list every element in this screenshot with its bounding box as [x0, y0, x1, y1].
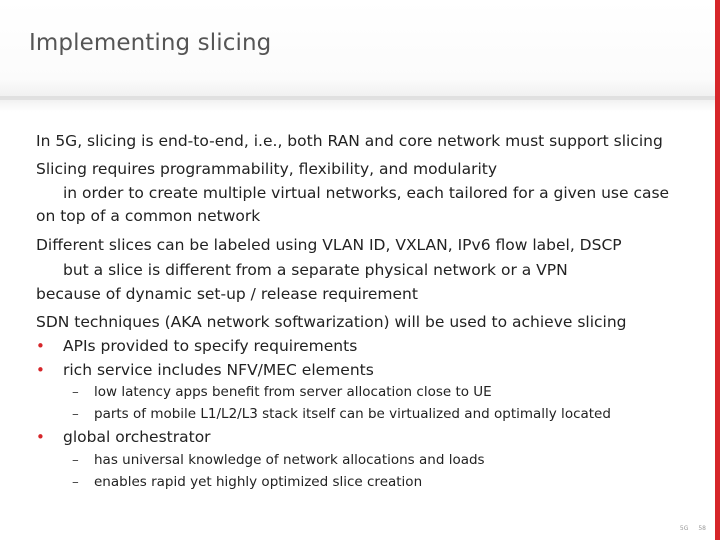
- dash-icon: –: [72, 474, 79, 490]
- dash-icon: –: [72, 452, 79, 468]
- body-line: Different slices can be labeled using VLAN ID, VXLAN, IPv6 flow label, DSCP: [36, 236, 622, 254]
- bullet-item: [36, 360, 374, 380]
- bullet-icon: •: [36, 361, 45, 379]
- sub-bullet-text: parts of mobile L1/L2/L3 stack itself can be virtualized and optimally located: [94, 406, 611, 422]
- bullet-icon: •: [36, 337, 45, 355]
- page-number: 58: [698, 525, 706, 532]
- body-line: because of dynamic set-up / release requirement: [36, 285, 418, 303]
- bullet-item: [36, 336, 357, 356]
- dash-icon: –: [72, 384, 79, 400]
- footer-label: 5G: [679, 525, 689, 532]
- body-line: SDN techniques (AKA network softwarization) will be used to achieve slicing: [36, 313, 627, 331]
- body-line-continuation: but a slice is different from a separate physical network or a VPN: [63, 261, 568, 279]
- sub-bullet-item: [72, 405, 611, 423]
- slide-title: Implementing slicing: [29, 30, 272, 56]
- body-line: Slicing requires programmability, flexibility, and modularity: [36, 160, 498, 178]
- bullet-icon: •: [36, 428, 45, 446]
- bullet-item: [36, 427, 211, 447]
- body-line-continuation: in order to create multiple virtual networks, each tailored for a given use case: [63, 184, 670, 202]
- sub-bullet-item: [72, 383, 492, 401]
- bullet-text: APIs provided to specify requirements: [63, 337, 358, 355]
- bullet-text: rich service includes NFV/MEC elements: [63, 361, 374, 379]
- accent-bar: [715, 0, 720, 540]
- body-line: In 5G, slicing is end-to-end, i.e., both RAN and core network must support slicing: [36, 132, 663, 150]
- body-line: on top of a common network: [36, 207, 261, 225]
- sub-bullet-item: [72, 473, 422, 491]
- bullet-text: global orchestrator: [63, 428, 211, 446]
- sub-bullet-text: low latency apps benefit from server allocation close to UE: [94, 384, 492, 400]
- title-shadow: [0, 96, 720, 112]
- sub-bullet-item: [72, 451, 485, 469]
- sub-bullet-text: has universal knowledge of network allocations and loads: [94, 452, 485, 468]
- slide-footer: [670, 525, 706, 532]
- sub-bullet-text: enables rapid yet highly optimized slice creation: [94, 474, 423, 490]
- dash-icon: –: [72, 406, 79, 422]
